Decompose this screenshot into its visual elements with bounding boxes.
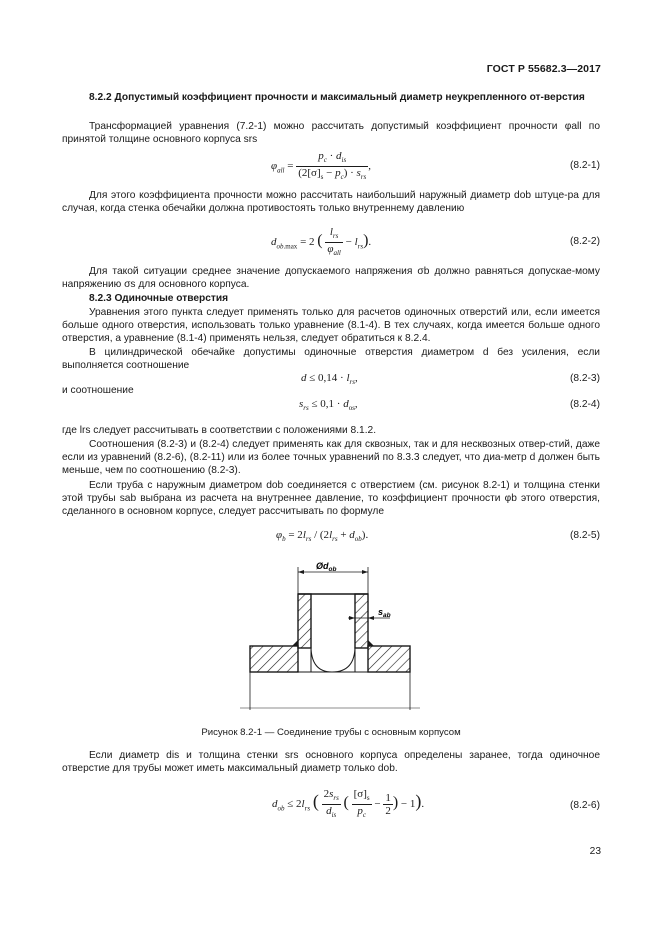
pipe-connection-figure: [240, 560, 420, 710]
pipe-wall-right: [355, 594, 368, 648]
section-822-para2: Для этого коэффициента прочности можно рассчитать наибольший наружный диаметр dob штуце-ра для случая, когда стенка обечайки должна противостоять только внутреннему давлению: [62, 190, 600, 215]
equation-8-2-2-formula: $d_{ob.max} = 2$ ( $\frac{l_{rs}}{\varphi_{all}}$ − $l_{rs}$).: [271, 226, 372, 258]
equation-8-2-4-formula: $s_{rs} \le 0,1 \cdot d_{os}$,: [299, 398, 358, 413]
section-823-para3: где lrs следует рассчитывать в соответствии с положениями 8.1.2.: [62, 425, 377, 436]
equation-8-2-1-formula: $\varphi_{all}$ = $\frac{p_c \cdot d_{is}}{(2[\sigma]_s - p_c) \cdot s_{rs}}$ ,: [271, 150, 371, 182]
equation-8-2-6: [62, 788, 600, 824]
page-number: 23: [589, 846, 601, 857]
equation-8-2-1-number: (8.2-1): [569, 160, 600, 171]
equation-8-2-4: [62, 398, 600, 418]
equation-8-2-6-formula: $d_{ob} \le 2l_{rs}$ ( $\frac{2s_{rs}}{d_{is}}$ ( $\frac{[\sigma]_s}{p_c}$ − $\frac{1}{2}$ ) − 1).: [272, 788, 425, 820]
section-823-para6: Если диаметр dis и толщина стенки srs основного корпуса определены заранее, тогда одиночное отверстие для трубы может иметь максимальный диаметр только dob.: [62, 750, 600, 775]
equation-8-2-6-number: (8.2-6): [569, 800, 600, 811]
diameter-label: $Ød_{ob}$: [316, 561, 337, 573]
equation-8-2-1: [62, 150, 600, 182]
equation-8-2-4-number: (8.2-4): [569, 399, 600, 410]
thickness-label: $s_{ab}$: [378, 607, 391, 619]
section-823-para1: Уравнения этого пункта следует применять только для расчетов одиночных отверстий или, если имеется больше одного отверстия, использовать только уравнение (8.1-4). В тех случаях, когда имеется больше одного отверстия, а уравнение (8.1-4) применять нельзя, следует обратиться к 8.2.4.: [62, 307, 600, 345]
equation-8-2-2-number: (8.2-2): [569, 236, 600, 247]
equation-8-2-2: [62, 226, 600, 258]
figure-caption: Рисунок 8.2-1 — Соединение трубы с основным корпусом: [201, 727, 461, 738]
equation-8-2-5: [62, 529, 600, 549]
equation-8-2-5-formula: $\varphi_b = 2l_{rs} / (2l_{rs} + d_{ob})$.: [276, 529, 369, 544]
section-822-title: 8.2.2 Допустимый коэффициент прочности и максимальный диаметр неукрепленного от-верстия: [89, 92, 585, 103]
shell-wall-left: [250, 646, 298, 672]
and-relation-text: и соотношение: [62, 385, 134, 396]
section-823-para5: Если труба с наружным диаметром dob соединяется с отверстием (см. рисунок 8.2-1) и толщина стенки этой трубы sab выбрана из расчета на внутреннее давление, то коэффициент прочности φb этого отверстия, сделанного в основном корпусе, следует рассчитывать по формуле: [62, 480, 600, 518]
equation-8-2-3-formula: $d \le 0,14 \cdot l_{rs}$,: [301, 372, 358, 387]
equation-8-2-5-number: (8.2-5): [569, 530, 600, 541]
section-822-para1: Трансформацией уравнения (7.2-1) можно рассчитать допустимый коэффициент прочности φall по принятой толщине основного корпуса srs: [62, 121, 600, 146]
shell-wall-right: [368, 646, 410, 672]
equation-8-2-3-number: (8.2-3): [569, 373, 600, 384]
section-823-para4: Соотношения (8.2-3) и (8.2-4) следует применять как для сквозных, так и для несквозных отвер-стий, даже если из уравнений (8.2-6), (8.2-11) или из более точных уравнений по 8.3.3 следует, что диа-метр d должен быть меньше, чем по соотношению (8.2-3).: [62, 439, 600, 477]
document-id: ГОСТ Р 55682.3—2017: [486, 63, 601, 75]
pipe-wall-left: [298, 594, 311, 648]
section-823-title: 8.2.3 Одиночные отверстия: [89, 293, 229, 304]
section-822-para3: Для такой ситуации среднее значение допускаемого напряжения σb должно равняться допускае-мому напряжению σs для основного корпуса.: [62, 266, 600, 291]
section-823-para2: В цилиндрической обечайке допустимы одиночные отверстия диаметром d без усиления, если выполняется соотношение: [62, 347, 600, 372]
